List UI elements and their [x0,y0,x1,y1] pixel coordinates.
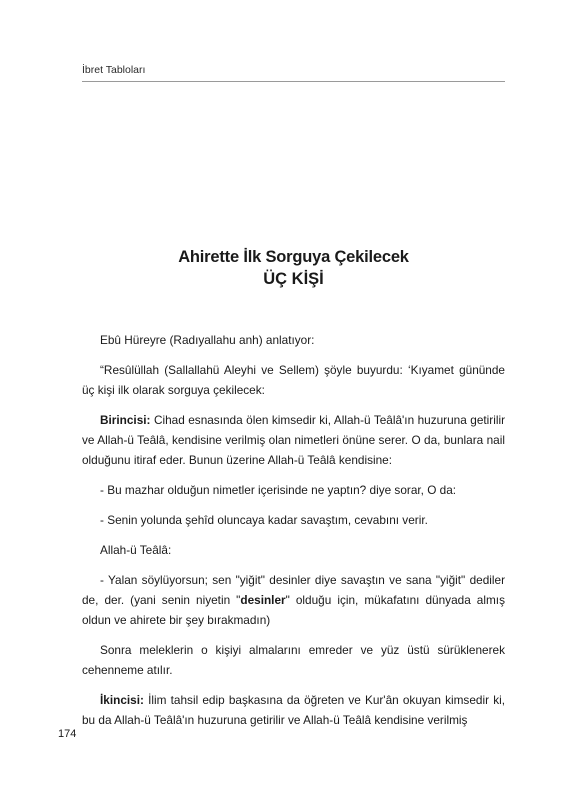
reply-text-b: " olduğu için, mükafatını dünyada almış oldun ve ahirete bir şey bırakmadın) [82,593,505,627]
paragraph-first-person [82,410,505,470]
paragraph-judgment: Sonra meleklerin o kişiyi almalarını emreder ve yüz üstü sürüklenerek cehenneme atılır. [82,643,505,677]
paragraph-quote-start: “Resûlüllah (Sallallahü Aleyhi ve Sellem) şöyle buyurdu: ‘Kıyamet gününde üç kişi ilk olarak sorguya çekilecek: [82,363,505,397]
chapter-title-line1: Ahirette İlk Sorguya Çekilecek [178,248,409,266]
reply-emphasis: desinler [240,593,286,607]
first-person-lead: Birincisi: [100,413,151,427]
paragraph-answer: - Senin yolunda şehîd oluncaya kadar savaştım, cevabını verir. [100,513,428,527]
paragraph-question: - Bu mazhar olduğun nimetler içerisinde ne yaptın? diye sorar, O da: [100,483,457,497]
paragraph-reply [82,570,505,630]
paragraph-second-person [82,690,505,730]
body-text [82,330,505,740]
chapter-title-line2: ÜÇ KİŞİ [263,270,324,288]
second-person-lead: İkincisi: [100,693,144,707]
chapter-title [82,246,505,290]
page-number: 174 [58,728,77,740]
second-person-text: İlim tahsil edip başkasına da öğreten ve Kur'ân okuyan kimsedir ki, bu da Allah-ü Teâlâ'ın huzuruna getirilir ve Allah-ü Teâlâ kendisine verilmiş [82,693,505,727]
running-header: İbret Tabloları [82,64,146,76]
paragraph-speaker: Allah-ü Teâlâ: [100,543,172,557]
header-divider [82,81,505,82]
first-person-text: Cihad esnasında ölen kimsedir ki, Allah-ü Teâlâ'ın huzuruna getirilir ve Allah-ü Teâlâ, kendisine verilmiş olan nimetleri önüne serer. O da, bunlara nail olduğunu itiraf eder. Bunun üzerine Allah-ü Teâlâ kendisine: [82,413,505,467]
reply-text-a: - Yalan söylüyorsun; sen "yiğit" desinler diye savaştın ve sana "yiğit" dediler de, der. (yani senin niyetin " [82,573,505,607]
paragraph-intro: Ebû Hüreyre (Radıyallahu anh) anlatıyor: [100,333,315,347]
